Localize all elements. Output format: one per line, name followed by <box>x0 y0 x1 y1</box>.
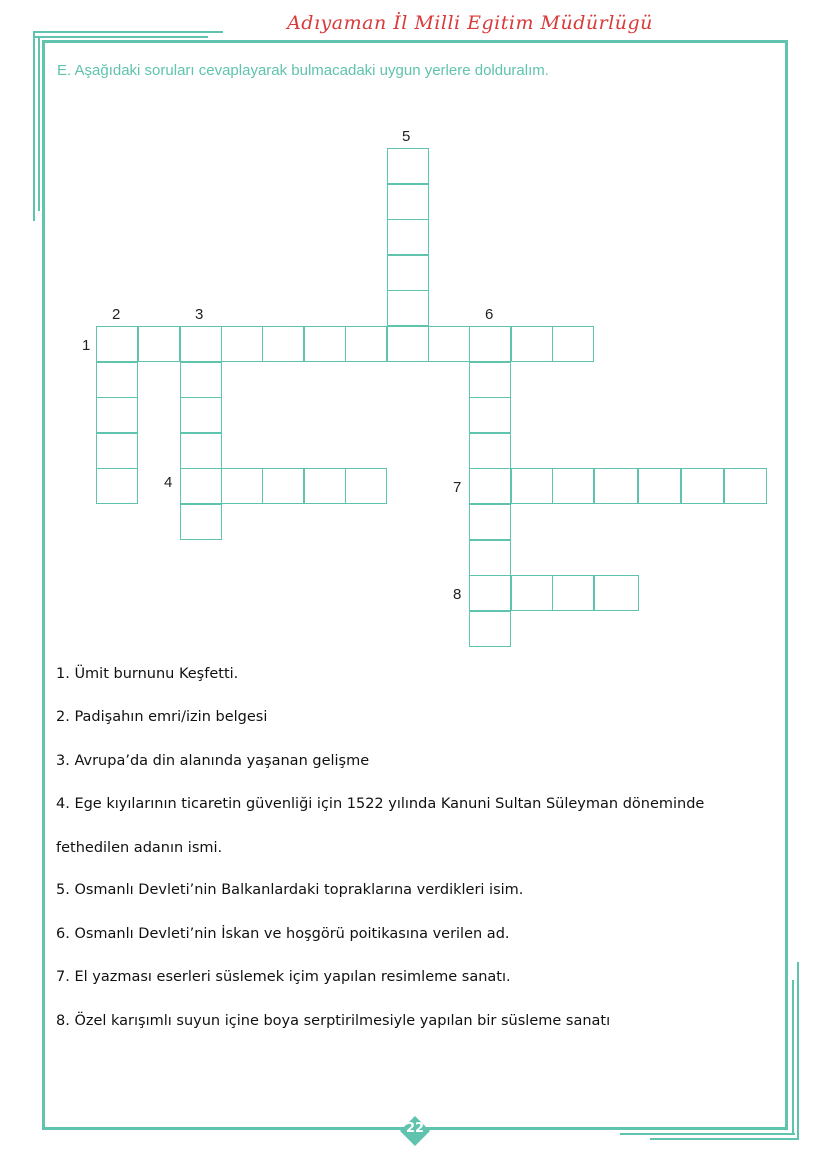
crossword-cell[interactable] <box>304 468 346 504</box>
frame-right-outer2 <box>797 962 799 1140</box>
clue-number-5: 5 <box>402 128 411 145</box>
crossword-cell[interactable] <box>469 575 511 611</box>
crossword-cell[interactable] <box>96 397 138 433</box>
clue-5: 5. Osmanlı Devleti’nin Balkanlardaki topraklarına verdikleri isim. <box>56 882 524 898</box>
crossword-cell[interactable] <box>469 468 511 504</box>
frame-left-outer <box>33 31 35 221</box>
crossword-cell[interactable] <box>138 326 180 362</box>
clue-4-continued: fethedilen adanın ismi. <box>56 840 223 856</box>
crossword-cell[interactable] <box>96 468 138 504</box>
crossword-cell[interactable] <box>180 433 222 469</box>
crossword-cell[interactable] <box>180 504 222 540</box>
crossword-cell[interactable] <box>180 362 222 398</box>
crossword-cell[interactable] <box>387 148 429 184</box>
clue-1: 1. Ümit burnunu Keşfetti. <box>56 666 239 682</box>
instruction-text: E. Aşağıdaki soruları cevaplayarak bulmacadaki uygun yerlere dolduralım. <box>57 62 549 79</box>
crossword-cell[interactable] <box>552 326 594 362</box>
crossword-cell[interactable] <box>469 397 511 433</box>
clue-number-6: 6 <box>485 306 494 323</box>
clue-3: 3. Avrupa’da din alanında yaşanan gelişme <box>56 753 370 769</box>
crossword-cell[interactable] <box>387 290 429 326</box>
crossword-cell[interactable] <box>552 575 594 611</box>
crossword-cell[interactable] <box>469 611 511 647</box>
crossword-cell[interactable] <box>469 433 511 469</box>
clue-4: 4. Ege kıyılarının ticaretin güvenliği için 1522 yılında Kanuni Sultan Süleyman döneminde <box>56 796 705 812</box>
clue-7: 7. El yazması eserleri süslemek içim yapılan resimleme sanatı. <box>56 969 511 985</box>
crossword-cell[interactable] <box>345 468 387 504</box>
frame-left-outer2 <box>38 36 40 211</box>
clue-2: 2. Padişahın emri/izin belgesi <box>56 709 268 725</box>
crossword-cell[interactable] <box>180 326 222 362</box>
crossword-cell[interactable] <box>387 255 429 291</box>
crossword-cell[interactable] <box>469 504 511 540</box>
crossword-cell[interactable] <box>511 575 553 611</box>
crossword-cell[interactable] <box>221 326 263 362</box>
crossword-cell[interactable] <box>180 468 222 504</box>
clue-8: 8. Özel karışımlı suyun içine boya serptirilmesiyle yapılan bir süsleme sanatı <box>56 1013 611 1029</box>
page-number: 22 <box>405 1121 425 1136</box>
crossword-cell[interactable] <box>469 540 511 576</box>
frame-bottom-outer <box>620 1133 795 1135</box>
crossword-cell[interactable] <box>96 362 138 398</box>
frame-right-outer <box>792 980 794 1135</box>
frame-right <box>785 40 788 1130</box>
crossword-cell[interactable] <box>469 326 511 362</box>
clue-number-1: 1 <box>82 337 91 354</box>
frame-left <box>42 40 45 1130</box>
crossword-cell[interactable] <box>304 326 346 362</box>
frame-top-outer2 <box>33 36 208 38</box>
crossword-cell[interactable] <box>724 468 767 504</box>
header-title: Adıyaman İl Milli Egitim Müdürlügü <box>287 12 653 34</box>
crossword-cell[interactable] <box>221 468 263 504</box>
crossword-cell[interactable] <box>638 468 681 504</box>
crossword-cell[interactable] <box>96 433 138 469</box>
crossword-cell[interactable] <box>594 575 639 611</box>
crossword-cell[interactable] <box>387 219 429 255</box>
clue-number-8: 8 <box>453 586 462 603</box>
crossword-cell[interactable] <box>428 326 470 362</box>
crossword-cell[interactable] <box>511 468 553 504</box>
crossword-cell[interactable] <box>594 468 638 504</box>
crossword-cell[interactable] <box>552 468 594 504</box>
crossword-cell[interactable] <box>387 326 429 362</box>
crossword-cell[interactable] <box>96 326 138 362</box>
crossword-cell[interactable] <box>681 468 724 504</box>
crossword-cell[interactable] <box>262 326 304 362</box>
frame-bottom-outer2 <box>650 1138 799 1140</box>
clue-number-4: 4 <box>164 474 173 491</box>
crossword-cell[interactable] <box>180 397 222 433</box>
clue-number-7: 7 <box>453 479 462 496</box>
frame-top <box>42 40 788 43</box>
crossword-cell[interactable] <box>345 326 387 362</box>
clue-number-2: 2 <box>112 306 121 323</box>
crossword-cell[interactable] <box>387 184 429 220</box>
crossword-cell[interactable] <box>262 468 304 504</box>
crossword-cell[interactable] <box>511 326 553 362</box>
clue-6: 6. Osmanlı Devleti’nin İskan ve hoşgörü poitikasına verilen ad. <box>56 926 510 942</box>
crossword-cell[interactable] <box>469 362 511 398</box>
clue-number-3: 3 <box>195 306 204 323</box>
